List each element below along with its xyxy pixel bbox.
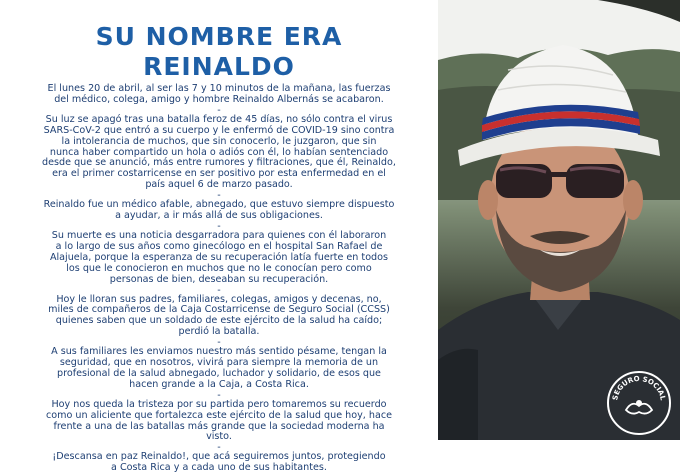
text-line: seguridad, que en nosotros, vivirá para siempre la memoria de un xyxy=(59,357,379,369)
paragraph-separator: - xyxy=(217,337,221,349)
text-line: Su muerte es una noticia desgarradora para quienes con él laboraron xyxy=(51,229,387,241)
text-line: profesional de la salud abnegado, luchador y solidario, de esos que xyxy=(57,367,381,379)
text-line: frente a una de las batallas más grande que la sociedad moderna ha xyxy=(53,420,385,432)
text-line: la intolerancia de muchos, que sin conocerlo, le juzgaron, que sin xyxy=(61,135,377,147)
paragraph-separator: - xyxy=(217,220,221,232)
paragraph xyxy=(6,400,432,444)
page-title xyxy=(0,22,438,82)
paragraph-separator: - xyxy=(217,104,221,116)
paragraph-separator: - xyxy=(217,284,221,296)
text-line: a Costa Rica y a cada uno de sus habitantes. xyxy=(111,462,327,474)
paragraph xyxy=(6,452,432,474)
svg-text:SEGURO SOCIAL: SEGURO SOCIAL xyxy=(611,374,667,402)
text-line: visto. xyxy=(206,431,232,443)
paragraph xyxy=(6,200,432,222)
text-line: país aquel 6 de marzo pasado. xyxy=(145,179,293,191)
text-line: a ayudar, a ir más allá de sus obligaciones. xyxy=(115,210,323,222)
text-line: El lunes 20 de abril, al ser las 7 y 10 minutos de la mañana, las fuerzas xyxy=(47,83,391,94)
text-line: era el primer costarricense en ser positivo por esta enfermedad en el xyxy=(52,168,386,180)
text-line: los que le conocieron en muchos que no le conocían pero como xyxy=(66,262,372,274)
portrait-panel xyxy=(438,0,680,440)
paragraph xyxy=(6,231,432,286)
paragraph-separator: - xyxy=(217,442,221,454)
text-line: Alajuela, porque la esperanza de su recuperación latía fuerte en todos xyxy=(49,251,389,263)
title-line-2: REINALDO xyxy=(143,52,295,81)
text-line: Hoy le lloran sus padres, familiares, colegas, amigos y decenas, no, xyxy=(56,293,382,305)
paragraph xyxy=(6,295,432,339)
paragraph-separator: - xyxy=(217,190,221,202)
text-line: quienes saben que un soldado de este ejército de la salud ha caído; xyxy=(55,315,383,327)
text-line: perdió la batalla. xyxy=(178,326,260,338)
paragraph xyxy=(6,115,432,191)
text-line: ¡Descansa en paz Reinaldo!, que acá seguiremos juntos, protegiendo xyxy=(52,451,386,463)
text-line: SARS-CoV-2 que entró a su cuerpo y le enfermó de COVID-19 sino contra xyxy=(43,124,395,136)
text-line: A sus familiares les enviamos nuestro más sentido pésame, tengan la xyxy=(51,346,387,358)
text-line: Hoy nos queda la tristeza por su partida pero tomaremos su recuerdo xyxy=(51,398,387,410)
paragraph xyxy=(6,84,432,106)
text-line: Reinaldo fue un médico afable, abnegado, que estuvo siempre dispuesto xyxy=(43,199,395,211)
text-line: nunca haber compartido un hola o adiós con él, lo habían sentenciado xyxy=(49,146,389,158)
text-line: Su luz se apagó tras una batalla feroz de 45 días, no sólo contra el virus xyxy=(45,113,393,125)
text-line: desde que se anunció, más entre rumores y filtraciones, que él, Reinaldo, xyxy=(42,157,396,169)
text-line: como un aliciente que fortalezca este ejército de la salud que hoy, hace xyxy=(45,409,393,421)
text-line: personas de bien, deseaban su recuperación. xyxy=(109,273,329,285)
text-line: a lo largo de sus años como ginecólogo en el hospital San Rafael de xyxy=(55,240,383,252)
title-line-1: SU NOMBRE ERA xyxy=(95,22,343,51)
paragraph-separator: - xyxy=(217,389,221,401)
text-line: hacen grande a la Caja, a Costa Rica. xyxy=(129,378,309,390)
tribute-text xyxy=(6,84,432,474)
paragraph xyxy=(6,347,432,391)
text-line: del médico, colega, amigo y hombre Reinaldo Albernás se acabaron. xyxy=(54,93,384,105)
text-line: miles de compañeros de la Caja Costarricense de Seguro Social (CCSS) xyxy=(48,304,390,316)
seguro-social-logo-icon xyxy=(606,370,672,436)
